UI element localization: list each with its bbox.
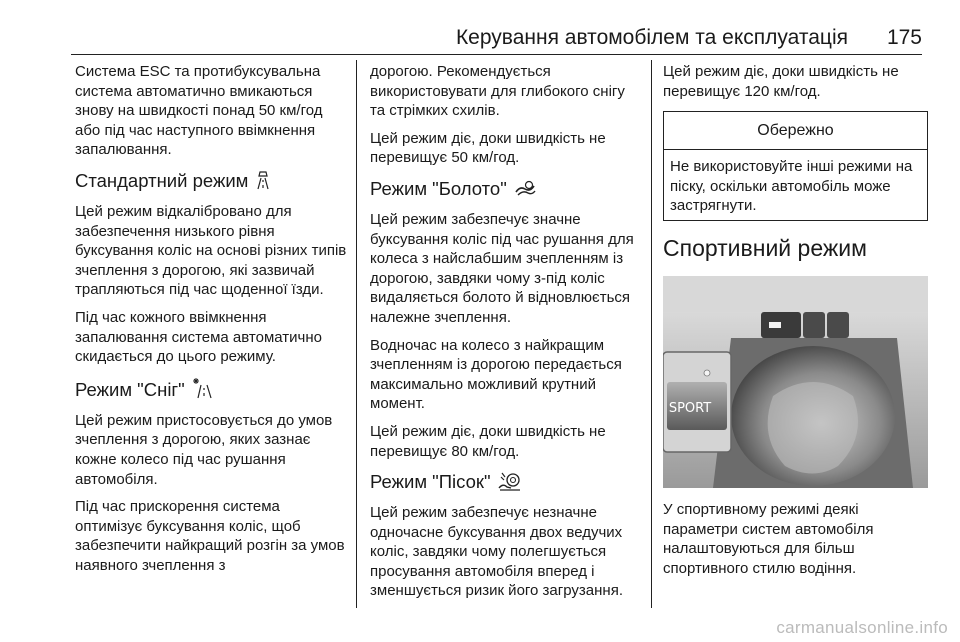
snowflake-road-icon — [192, 377, 214, 404]
sport-mode-heading: Спортивний режим — [663, 234, 867, 261]
page-header — [0, 0, 960, 52]
sand-speed-paragraph: Цей режим діє, доки швидкість не перевищує 120 км/год. — [663, 63, 899, 100]
snow-mode-paragraph-2: Під час прискорення система оптимізує буксування коліс, щоб забезпечити найкращий розгін за умов наявного зчеплення з — [75, 498, 345, 574]
mud-mode-heading: Режим "Болото" — [370, 178, 640, 203]
snow-speed-paragraph: Цей режим діє, доки швидкість не перевищує 50 км/год. — [370, 129, 606, 167]
caution-text: Не використовуйте інші режими на піску, оскільки автомобіль може застрягнути. — [670, 158, 913, 215]
sport-button-photo — [663, 276, 928, 488]
column-2 — [370, 62, 640, 609]
mud-mode-paragraph-3: Цей режим діє, доки швидкість не перевищує 80 км/год. — [370, 422, 606, 460]
column-1 — [75, 62, 347, 583]
caution-title: Обережно — [664, 112, 927, 150]
sport-button-label: SPORT — [668, 400, 712, 416]
column-divider-1 — [356, 60, 357, 608]
standard-mode-heading: Стандартний режим — [75, 170, 347, 195]
snow-continuation-paragraph: дорогою. Рекомендується використовувати для глибокого снігу та стрімких схилів. — [370, 63, 625, 120]
mud-wheel-icon — [514, 180, 536, 203]
column-3 — [663, 62, 928, 586]
header-rule — [71, 54, 922, 55]
car-road-icon — [256, 170, 270, 195]
sport-mode-paragraph: У спортивному режимі деякі параметри систем автомобіля налаштовуються для більш спортивного стилю водіння. — [663, 500, 874, 577]
mud-mode-paragraph-2: Водночас на колесо з найкращим зчепленням із дорогою передається максимально можливий крутний момент. — [370, 336, 622, 413]
standard-mode-paragraph-1: Цей режим відкалібровано для забезпечення низького рівня буксування коліс на основі різних типів зчеплення з дорогою, які зазвичай трапляються під час щоденної їзди. — [75, 202, 347, 299]
watermark: carmanualsonline.info — [776, 618, 948, 637]
mud-mode-paragraph-1: Цей режим забезпечує значне буксування коліс під час рушання для колеса з найслабшим зчепленням із дорогою, завдяки чому з-під коліс видаляється болото й відновлюється належне зчеплення. — [370, 210, 634, 326]
page-number: 175 — [886, 26, 922, 49]
sand-wheel-icon — [498, 471, 522, 496]
sand-mode-paragraph-1: Цей режим забезпечує незначне одночасне буксування двох ведучих коліс, завдяки чому полегшується просування автомобіля вперед і зменшується ризик його загрузання. — [370, 504, 624, 600]
sand-mode-heading: Режим "Пісок" — [370, 471, 640, 496]
column-divider-2 — [651, 60, 652, 608]
snow-mode-heading: Режим "Сніг" — [75, 377, 347, 404]
snow-mode-paragraph-1: Цей режим пристосовується до умов зчеплення з дорогою, яких зазнає кожне колесо під час рушання автомобіля. — [75, 411, 333, 488]
intro-paragraph: Система ESC та протибуксувальна система автоматично вмикаються знову на швидкості понад 50 км/год або під час наступного ввімкнення запалювання. — [75, 63, 323, 159]
header-title: Керування автомобілем та експлуатація — [455, 26, 848, 49]
caution-body — [664, 150, 927, 220]
standard-mode-paragraph-2: Під час кожного ввімкнення запалювання система автоматично скидається до цього режиму. — [75, 308, 322, 366]
caution-box — [663, 111, 928, 221]
